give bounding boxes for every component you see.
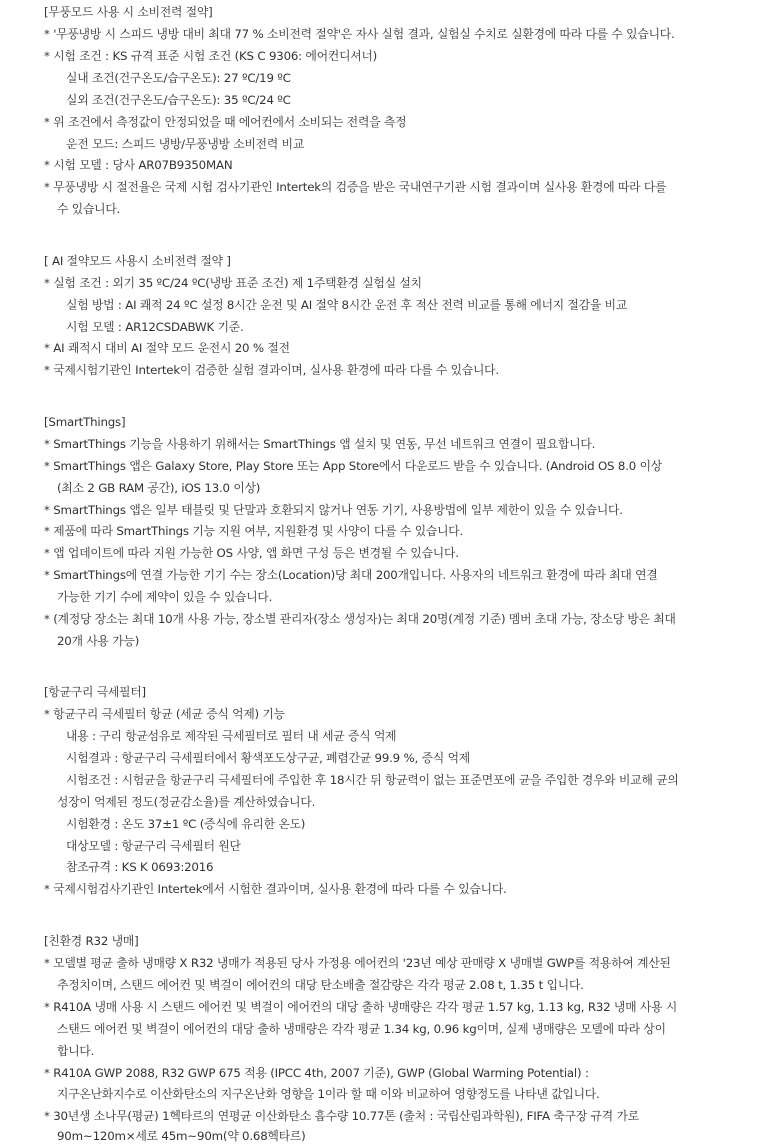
bullet-line: * 국제시험검사기관인 Intertek에서 시험한 결과이며, 실사용 환경에 따라 다를 수 있습니다.	[44, 882, 507, 896]
sub-line: 실험 방법 : AI 쾌적 24 ºC 설정 8시간 운전 및 AI 절약 8시간 운전 후 적산 전력 비교를 통해 에너지 절감율 비교	[66, 298, 628, 312]
sub-line: 시험 모델 : AR12CSDABWK 기준.	[66, 320, 244, 334]
continuation-line: 가능한 기기 수에 제약이 있을 수 있습니다.	[57, 590, 273, 604]
bullet-line: * 항균구리 극세필터 항균 (세균 증식 억제) 기능	[44, 707, 285, 721]
bullet-line: * 국제시험기관인 Intertek이 검증한 실험 결과이며, 실사용 환경에 따라 다를 수 있습니다.	[44, 363, 499, 377]
sub-line: 참조규격 : KS K 0693:2016	[66, 860, 214, 874]
bullet-line: * SmartThings에 연결 가능한 기기 수는 장소(Location)당 최대 200개입니다. 사용자의 네트워크 환경에 따라 최대 연결	[44, 568, 658, 582]
bullet-line: * AI 쾌적시 대비 AI 절약 모드 운전시 20 % 절전	[44, 341, 290, 355]
sub-line: 내용 : 구리 항균섬유로 제작된 극세필터로 필터 내 세균 증식 억제	[66, 729, 397, 743]
sub-line: 실내 조건(건구온도/습구온도): 27 ºC/19 ºC	[66, 71, 291, 85]
bullet-line: * R410A GWP 2088, R32 GWP 675 적용 (IPCC 4th, 2007 기준), GWP (Global Warming Potential) :	[44, 1066, 589, 1080]
bullet-line: * 시험 조건 : KS 규격 표준 시험 조건 (KS C 9306: 에어컨디셔너)	[44, 49, 378, 63]
sub-line: 시험조건 : 시험균을 항균구리 극세필터에 주입한 후 18시간 뒤 항균력이 없는 표준면포에 균을 주입한 경우와 비교해 균의	[66, 773, 679, 787]
sub-line: 실외 조건(건구온도/습구온도): 35 ºC/24 ºC	[66, 93, 291, 107]
bullet-line: * 위 조건에서 측정값이 안정되었을 때 에어컨에서 소비되는 전력을 측정	[44, 115, 407, 129]
section-heading: [무풍모드 사용 시 소비전력 절약]	[44, 5, 213, 19]
bullet-line: * 무풍냉방 시 절전율은 국제 시험 검사기관인 Intertek의 검증을 받은 국내연구기관 시험 결과이며 실사용 환경에 따라 다를	[44, 180, 667, 194]
continuation-line: 스탠드 에어컨 및 벽걸이 에어컨의 대당 출하 냉매량은 각각 평균 1.34 kg, 0.96 kg이며, 실제 냉매량은 모델에 따라 상이	[57, 1022, 666, 1036]
section-heading: [SmartThings]	[44, 415, 126, 429]
continuation-line: (최소 2 GB RAM 공간), iOS 13.0 이상)	[57, 481, 261, 495]
bullet-line: * '무풍냉방 시 스피드 냉방 대비 최대 77 % 소비전력 절약'은 자사 실험 결과, 실험실 수치로 실환경에 따라 다를 수 있습니다.	[44, 27, 675, 41]
continuation-line: 수 있습니다.	[57, 202, 121, 216]
bullet-line: * SmartThings 앱은 일부 태블릿 및 단말과 호환되지 않거나 연동 기기, 사용방법에 일부 제한이 있을 수 있습니다.	[44, 503, 623, 517]
continuation-line: 지구온난화지수로 이산화탄소의 지구온난화 영향을 1이라 할 때 이와 비교하여 영향정도를 나타낸 값입니다.	[57, 1087, 600, 1101]
section-heading: [ AI 절약모드 사용시 소비전력 절약 ]	[44, 254, 231, 268]
bullet-line: * SmartThings 앱은 Galaxy Store, Play Store 또는 App Store에서 다운로드 받을 수 있습니다. (Android OS 8.0 이상	[44, 459, 662, 473]
bullet-line: * (계정당 장소는 최대 10개 사용 가능, 장소별 관리자(장소 생성자)는 최대 20명(계정 기준) 멤버 초대 가능, 장소당 방은 최대	[44, 612, 676, 626]
sub-line: 운전 모드: 스피드 냉방/무풍냉방 소비전력 비교	[66, 137, 305, 151]
sub-line: 시험결과 : 항균구리 극세필터에서 황색포도상구균, 폐렴간균 99.9 %, 증식 억제	[66, 751, 470, 765]
sub-line: 대상모델 : 항균구리 극세필터 원단	[66, 839, 241, 853]
bullet-line: * 모델별 평균 출하 냉매량 X R32 냉매가 적용된 당사 가정용 에어컨의 '23년 예상 판매량 X 냉매별 GWP를 적용하여 계산된	[44, 956, 671, 970]
continuation-line: 합니다.	[57, 1044, 95, 1058]
section-heading: [항균구리 극세필터]	[44, 685, 146, 699]
bullet-line: * 30년생 소나무(평균) 1헥타르의 연평균 이산화탄소 흡수량 10.77톤 (출처 : 국립산림과학원), FIFA 축구장 규격 가로	[44, 1109, 639, 1123]
bullet-line: * 시험 모델 : 당사 AR07B9350MAN	[44, 158, 233, 172]
continuation-line: 추정치이며, 스탠드 에어컨 및 벽걸이 에어컨의 대당 탄소배출 절감량은 각각 평균 2.08 t, 1.35 t 입니다.	[57, 978, 584, 992]
bullet-line: * 제품에 따라 SmartThings 기능 지원 여부, 지원환경 및 사양이 다를 수 있습니다.	[44, 524, 464, 538]
continuation-line: 90m~120m×세로 45m~90m(약 0.68헥타르)	[57, 1129, 306, 1143]
bullet-line: * 실험 조건 : 외기 35 ºC/24 ºC(냉방 표준 조건) 제 1주택환경 실험실 설치	[44, 276, 422, 290]
bullet-line: * SmartThings 기능을 사용하기 위해서는 SmartThings 앱 설치 및 연동, 무선 네트워크 연결이 필요합니다.	[44, 437, 596, 451]
bullet-line: * R410A 냉매 사용 시 스탠드 에어컨 및 벽걸이 에어컨의 대당 출하 냉매량은 각각 평균 1.57 kg, 1.13 kg, R32 냉매 사용 시	[44, 1000, 678, 1014]
sub-line: 시험환경 : 온도 37±1 ºC (증식에 유리한 온도)	[66, 817, 306, 831]
continuation-line: 20개 사용 가능)	[57, 634, 140, 648]
bullet-line: * 앱 업데이트에 따라 지원 가능한 OS 사양, 앱 화면 구성 등은 변경될 수 있습니다.	[44, 546, 459, 560]
section-heading: [친환경 R32 냉매]	[44, 934, 139, 948]
continuation-line: 성장이 억제된 정도(정균감소율)를 계산하였습니다.	[57, 795, 316, 809]
